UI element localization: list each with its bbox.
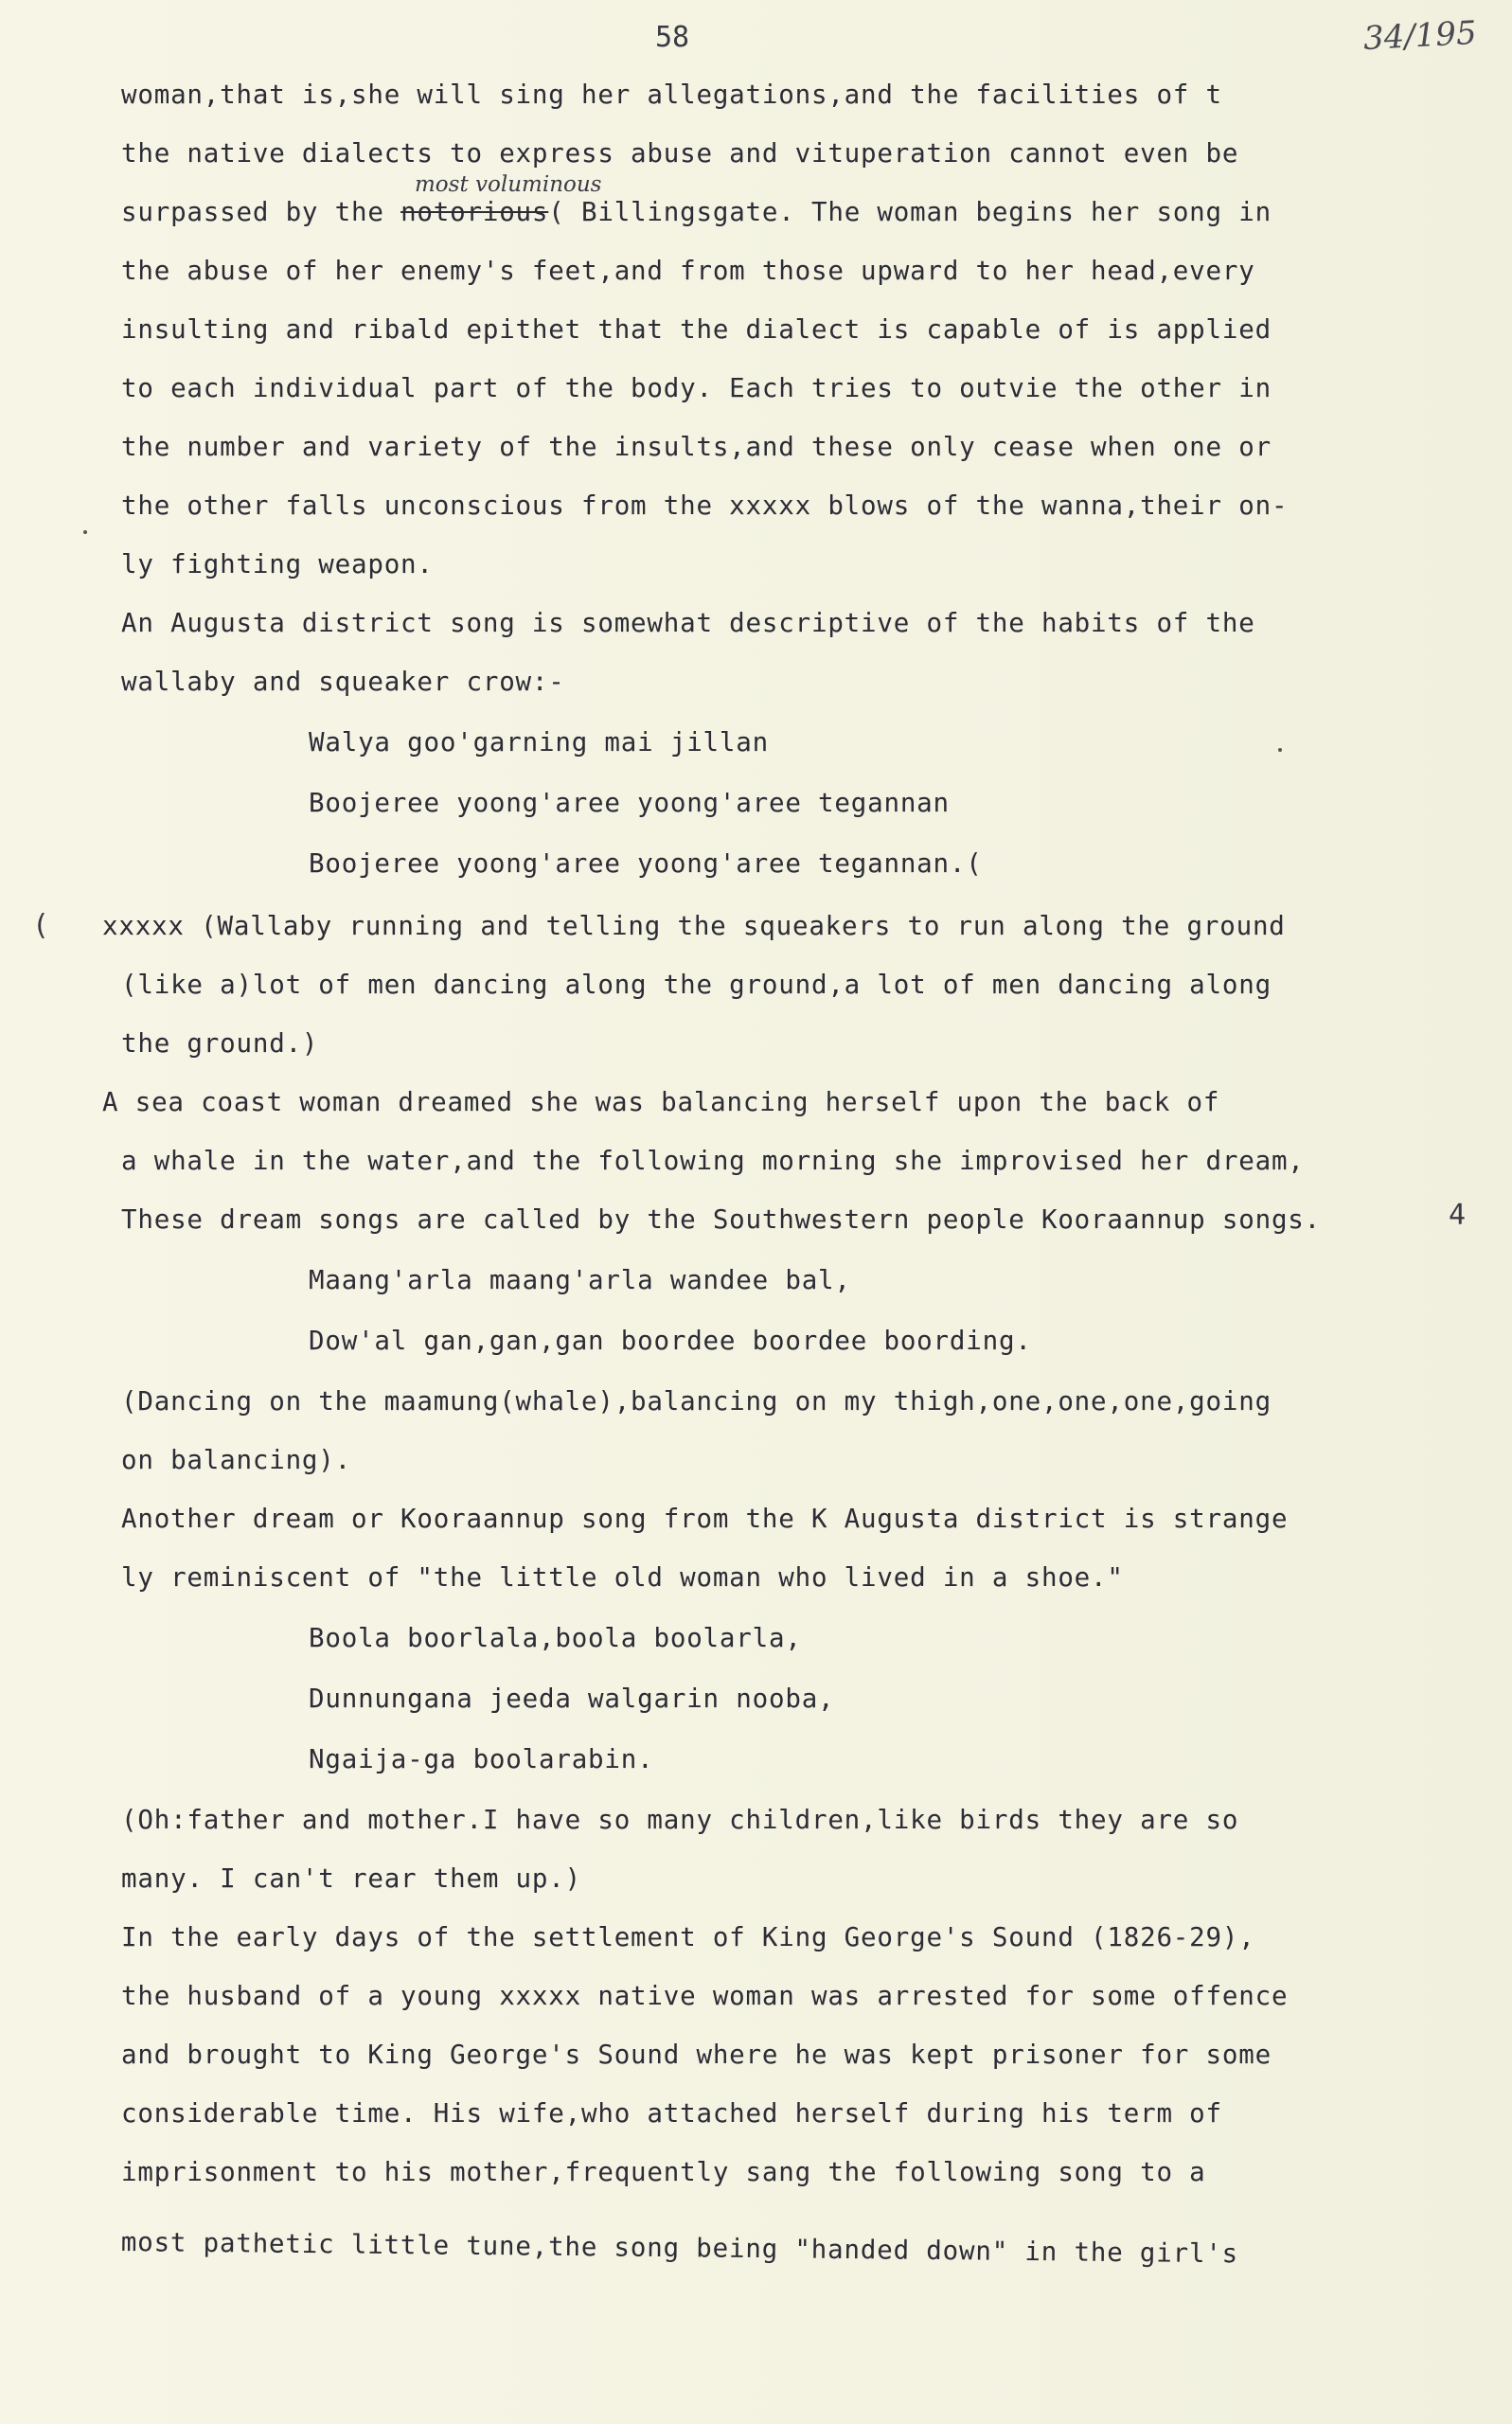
text-line: An Augusta district song is somewhat descriptive of the habits of the — [121, 608, 1255, 638]
page-number: 58 — [654, 21, 690, 54]
text-line: woman,that is,she will sing her allegations,and the facilities of t — [121, 80, 1222, 110]
verse-line: Boojeree yoong'aree yoong'aree tegannan.( — [309, 848, 983, 879]
text-line: most pathetic little tune,the song being "handed down" in the girl's — [120, 2227, 1239, 2270]
verse-line: Dow'al gan,gan,gan boordee boordee boording. — [309, 1326, 1032, 1356]
text-line: the native dialects to express abuse and vituperation cannot even be — [121, 138, 1239, 169]
text-line: xxxxx (Wallaby running and telling the squeakers to run along the ground — [102, 911, 1286, 941]
text-line: (Dancing on the maamung(whale),balancing on my thigh,one,one,one,going — [121, 1386, 1272, 1417]
text-line: These dream songs are called by the Southwestern people Kooraannup songs. — [121, 1204, 1322, 1235]
struck-word: notorious — [400, 197, 549, 227]
text-line: on balancing). — [121, 1445, 351, 1475]
text-line — [121, 197, 1272, 227]
text-line: ly reminiscent of "the little old woman who lived in a shoe." — [121, 1562, 1124, 1593]
ink-speck — [83, 530, 87, 534]
margin-parenthesis: ( — [32, 909, 50, 942]
handwritten-insertion: most voluminous — [415, 172, 602, 197]
text-line: the other falls unconscious from the xxxxx blows of the wanna,their on- — [121, 490, 1289, 521]
text-line: considerable time. His wife,who attached herself during his term of — [121, 2098, 1222, 2129]
verse-line: Boola boorlala,boola boolarla, — [309, 1623, 802, 1653]
text-line: many. I can't rear them up.) — [121, 1863, 581, 1894]
text-line: the abuse of her enemy's feet,and from those upward to her head,every — [121, 256, 1255, 286]
text-line: (like a)lot of men dancing along the ground,a lot of men dancing along — [121, 970, 1272, 1000]
text-line: In the early days of the settlement of King George's Sound (1826-29), — [121, 1922, 1255, 1952]
text-line: the husband of a young xxxxx native woman was arrested for some offence — [121, 1981, 1289, 2011]
text-line: insulting and ribald epithet that the dialect is capable of is applied — [121, 314, 1272, 345]
text-line: wallaby and squeaker crow:- — [121, 667, 565, 697]
text-line: A sea coast woman dreamed she was balancing herself upon the back of — [102, 1087, 1220, 1117]
text-line: imprisonment to his mother,frequently sang the following song to a — [121, 2157, 1206, 2187]
text-line: the ground.) — [121, 1028, 319, 1059]
text-line: a whale in the water,and the following morning she improvised her dream, — [121, 1146, 1305, 1176]
verse-line: Boojeree yoong'aree yoong'aree tegannan — [309, 788, 950, 818]
ink-speck — [1278, 748, 1282, 752]
verse-line: Ngaija-ga boolarabin. — [309, 1744, 654, 1774]
verse-line: Walya goo'garning mai jillan — [309, 727, 769, 758]
text-line: and brought to King George's Sound where he was kept prisoner for some — [121, 2040, 1272, 2070]
folio-number: 34/195 — [1362, 13, 1478, 59]
verse-line: Maang'arla maang'arla wandee bal, — [309, 1265, 851, 1295]
margin-mark: 4 — [1449, 1199, 1467, 1232]
text-line: to each individual part of the body. Each tries to outvie the other in — [121, 373, 1272, 403]
text-line: ly fighting weapon. — [121, 549, 434, 579]
text-line: Another dream or Kooraannup song from the K Augusta district is strange — [121, 1504, 1289, 1534]
text-fragment: ( Billingsgate. The woman begins her song in — [548, 197, 1272, 227]
verse-line: Dunnungana jeeda walgarin nooba, — [309, 1684, 835, 1714]
text-line: the number and variety of the insults,and these only cease when one or — [121, 432, 1272, 462]
text-fragment: surpassed by the — [121, 197, 401, 227]
text-line: (Oh:father and mother.I have so many children,like birds they are so — [121, 1805, 1239, 1835]
